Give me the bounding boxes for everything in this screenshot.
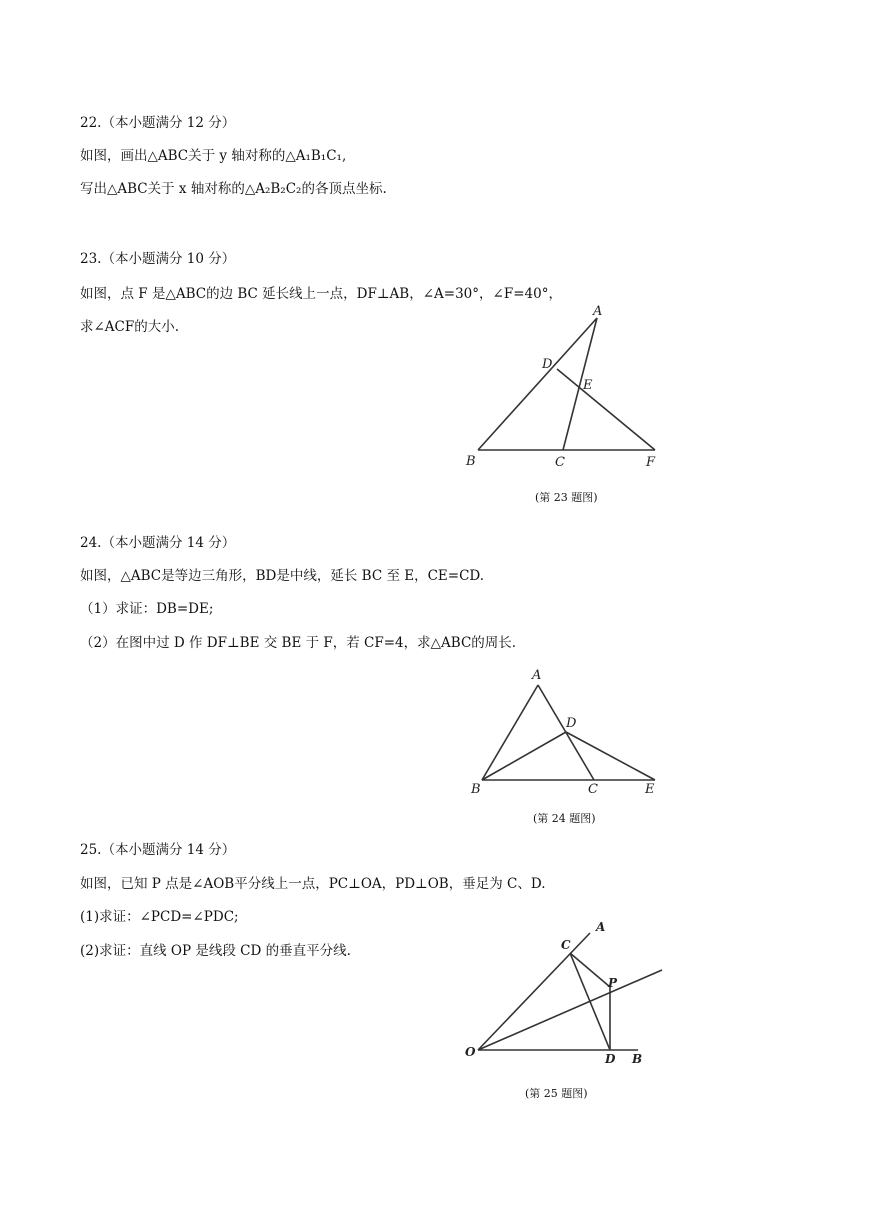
q24-label-a: A [532, 668, 542, 683]
q23-figure [460, 300, 680, 475]
q25-label-b: B [632, 1052, 643, 1066]
q23-caption: (第 23 题图) [535, 491, 598, 504]
q24-line3: （2）在图中过 D 作 DF⊥BE 交 BE 于 F，若 CF=4，求△ABC的周长. [80, 635, 517, 651]
q24-label-c: C [588, 782, 598, 797]
q23-label-b: B [466, 454, 476, 469]
q23-label-a: A [593, 304, 603, 319]
q25-label-a: A [596, 920, 606, 934]
q25-ray-oa [478, 933, 590, 1050]
q25-line1: 如图，已知 P 点是∠AOB平分线上一点，PC⊥OA，PD⊥OB，垂足为 C、D. [80, 876, 546, 892]
q23-segment-df [557, 369, 655, 450]
q23-label-f: F [646, 455, 656, 470]
q23-label-e: E [583, 378, 593, 393]
q24-caption: (第 24 题图) [533, 812, 596, 825]
q25-figure [460, 915, 670, 1070]
q24-label-e: E [645, 782, 655, 797]
q22-line1: 如图，画出△ABC关于 y 轴对称的△A₁B₁C₁, [80, 148, 347, 164]
q24-figure [465, 665, 670, 800]
q22-heading: 22.（本小题满分 12 分） [80, 115, 236, 131]
q24-segment-bd [482, 732, 566, 780]
q25-label-o: O [465, 1045, 476, 1059]
q25-label-d: D [605, 1052, 616, 1066]
q25-segment-cd [570, 953, 610, 1050]
q23-heading: 23.（本小题满分 10 分） [80, 251, 236, 267]
q23-segment-ba [478, 318, 597, 450]
q25-segment-cp [570, 953, 610, 987]
q25-ray-op [478, 970, 662, 1050]
q23-label-c: C [555, 455, 565, 470]
q24-segment-ba [482, 685, 538, 780]
q24-line2: （1）求证：DB=DE; [80, 601, 214, 617]
q25-line2: (1)求证：∠PCD=∠PDC; [80, 909, 239, 925]
q22-line2: 写出△ABC关于 x 轴对称的△A₂B₂C₂的各顶点坐标. [80, 181, 387, 197]
q25-line3: (2)求证：直线 OP 是线段 CD 的垂直平分线. [80, 943, 351, 959]
q23-line1: 如图，点 F 是△ABC的边 BC 延长线上一点，DF⊥AB，∠A=30°，∠F=40°， [80, 286, 562, 302]
q25-label-p: P [608, 976, 618, 990]
q25-heading: 25.（本小题满分 14 分） [80, 842, 236, 858]
q24-heading: 24.（本小题满分 14 分） [80, 535, 236, 551]
q23-label-d: D [542, 357, 553, 372]
q25-caption: (第 25 题图) [525, 1087, 588, 1100]
q24-line1: 如图，△ABC是等边三角形，BD是中线，延长 BC 至 E，CE=CD. [80, 568, 485, 584]
q23-line2: 求∠ACF的大小. [80, 319, 180, 335]
q24-label-b: B [471, 782, 481, 797]
q25-label-c: C [561, 938, 571, 952]
q24-label-d: D [566, 716, 577, 731]
